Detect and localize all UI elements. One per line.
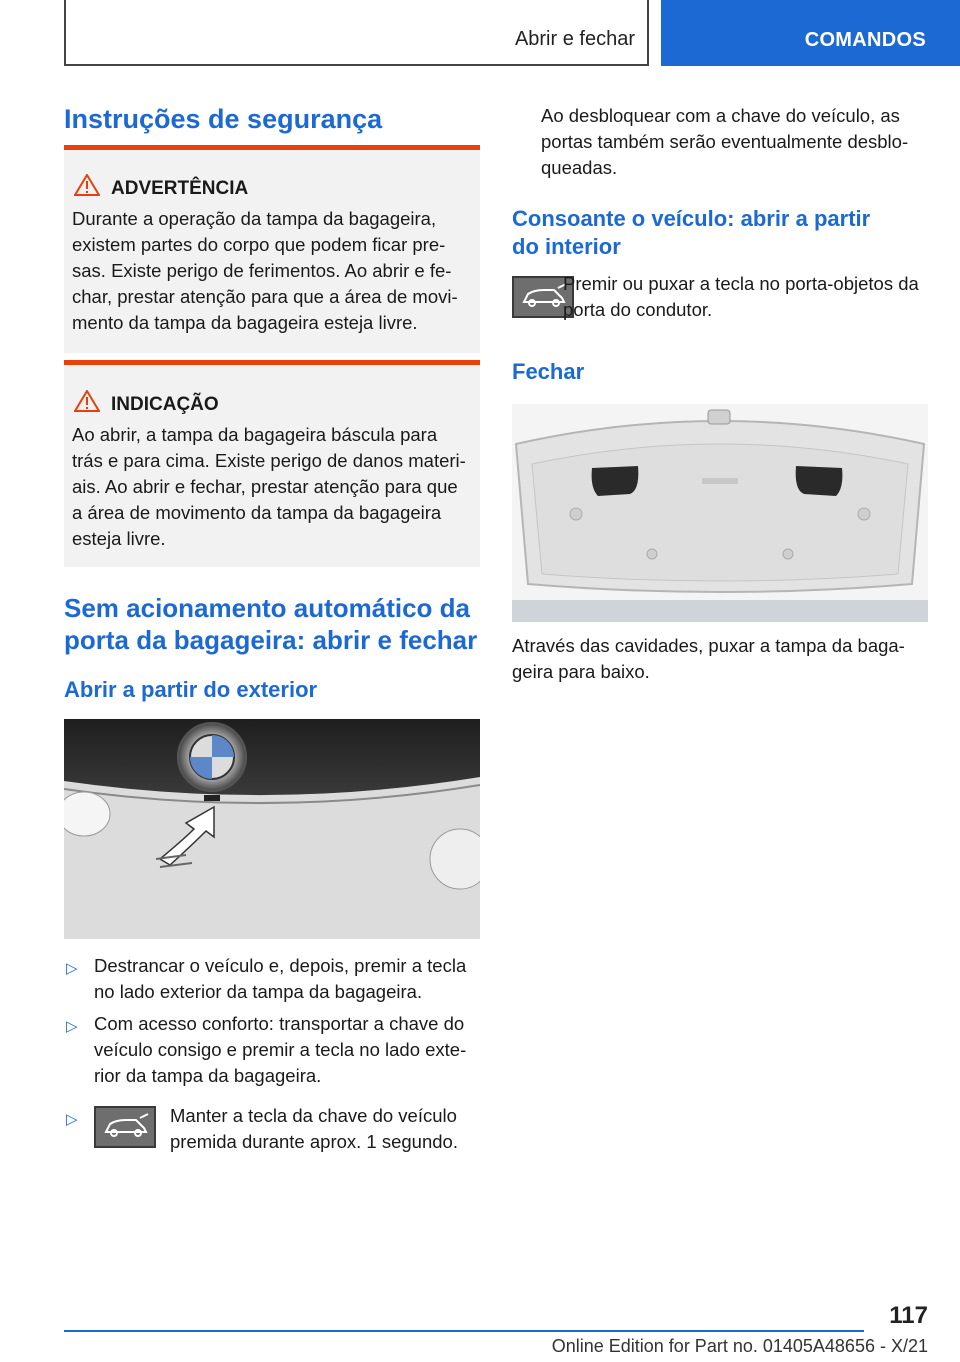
- footer-rule: [64, 1330, 864, 1332]
- page-number: 117: [889, 1302, 928, 1329]
- unlock-note: Ao desbloquear com a chave do veículo, as portas também serão eventualmente desblo- queadas.: [541, 105, 909, 178]
- section-heading: Sem acionamento automático da porta da bagageira: abrir e fechar: [64, 593, 478, 655]
- subsection-heading-interior: Consoante o veículo: abrir a partir do interior: [512, 206, 871, 259]
- header-section-title: Abrir e fechar: [514, 28, 635, 50]
- chapter-tab: [661, 0, 960, 66]
- tailgate-interior-photo: [512, 404, 928, 622]
- notice-text: Ao abrir, a tampa da bagageira báscula para trás e para cima. Existe perigo de danos materi- ais. Ao abrir e fechar, prestar atenção para que a área de movimento da tampa da bagageira esteja livre.: [72, 424, 466, 549]
- subsection-heading-close: Fechar: [512, 359, 585, 384]
- header-left-rule: [64, 0, 66, 66]
- bullet-1-marker: ▷: [66, 960, 78, 977]
- warning-title: ADVERTÊNCIA: [111, 178, 249, 199]
- close-text: Através das cavidades, puxar a tampa da baga- geira para baixo.: [512, 635, 905, 682]
- header-right-rule: [647, 0, 649, 66]
- key-trunk-button-icon: [94, 1106, 156, 1148]
- bullet-3-text: Manter a tecla da chave do veículo premida durante aprox. 1 segundo.: [170, 1105, 458, 1152]
- interior-open-text: Premir ou puxar a tecla no porta-objetos da porta do condutor.: [563, 273, 919, 320]
- subsection-heading-exterior: Abrir a partir do exterior: [64, 677, 318, 702]
- chapter-title: COMANDOS: [804, 29, 926, 51]
- warning-triangle-icon: [74, 174, 100, 196]
- notice-box: [64, 360, 480, 567]
- warning-text: Durante a operação da tampa da bagageira, existem partes do corpo que podem ficar pre- sas. Existe perigo de ferimentos. Ao abrir e fe- char, prestar atenção para que a área de movi- mento da tampa da bagageira esteja livre.: [72, 208, 458, 333]
- bullet-2-marker: ▷: [66, 1018, 78, 1035]
- edition-note: Online Edition for Part no. 01405A48656 - X/21: [551, 1336, 928, 1356]
- bullet-3-marker: ▷: [66, 1111, 78, 1128]
- notice-title: INDICAÇÃO: [111, 394, 219, 415]
- bullet-1-text: Destrancar o veículo e, depois, premir a tecla no lado exterior da tampa da bagageira.: [94, 955, 467, 1002]
- notice-triangle-icon: [74, 390, 100, 412]
- warning-box: [64, 145, 480, 353]
- bullet-2-text: Com acesso conforto: transportar a chave do veículo consigo e premir a tecla no lado exte- rior da tampa da bagageira.: [94, 1013, 467, 1086]
- tailgate-exterior-photo: [64, 719, 480, 939]
- safety-heading: Instruções de segurança: [64, 104, 383, 134]
- header-rule: [65, 64, 649, 66]
